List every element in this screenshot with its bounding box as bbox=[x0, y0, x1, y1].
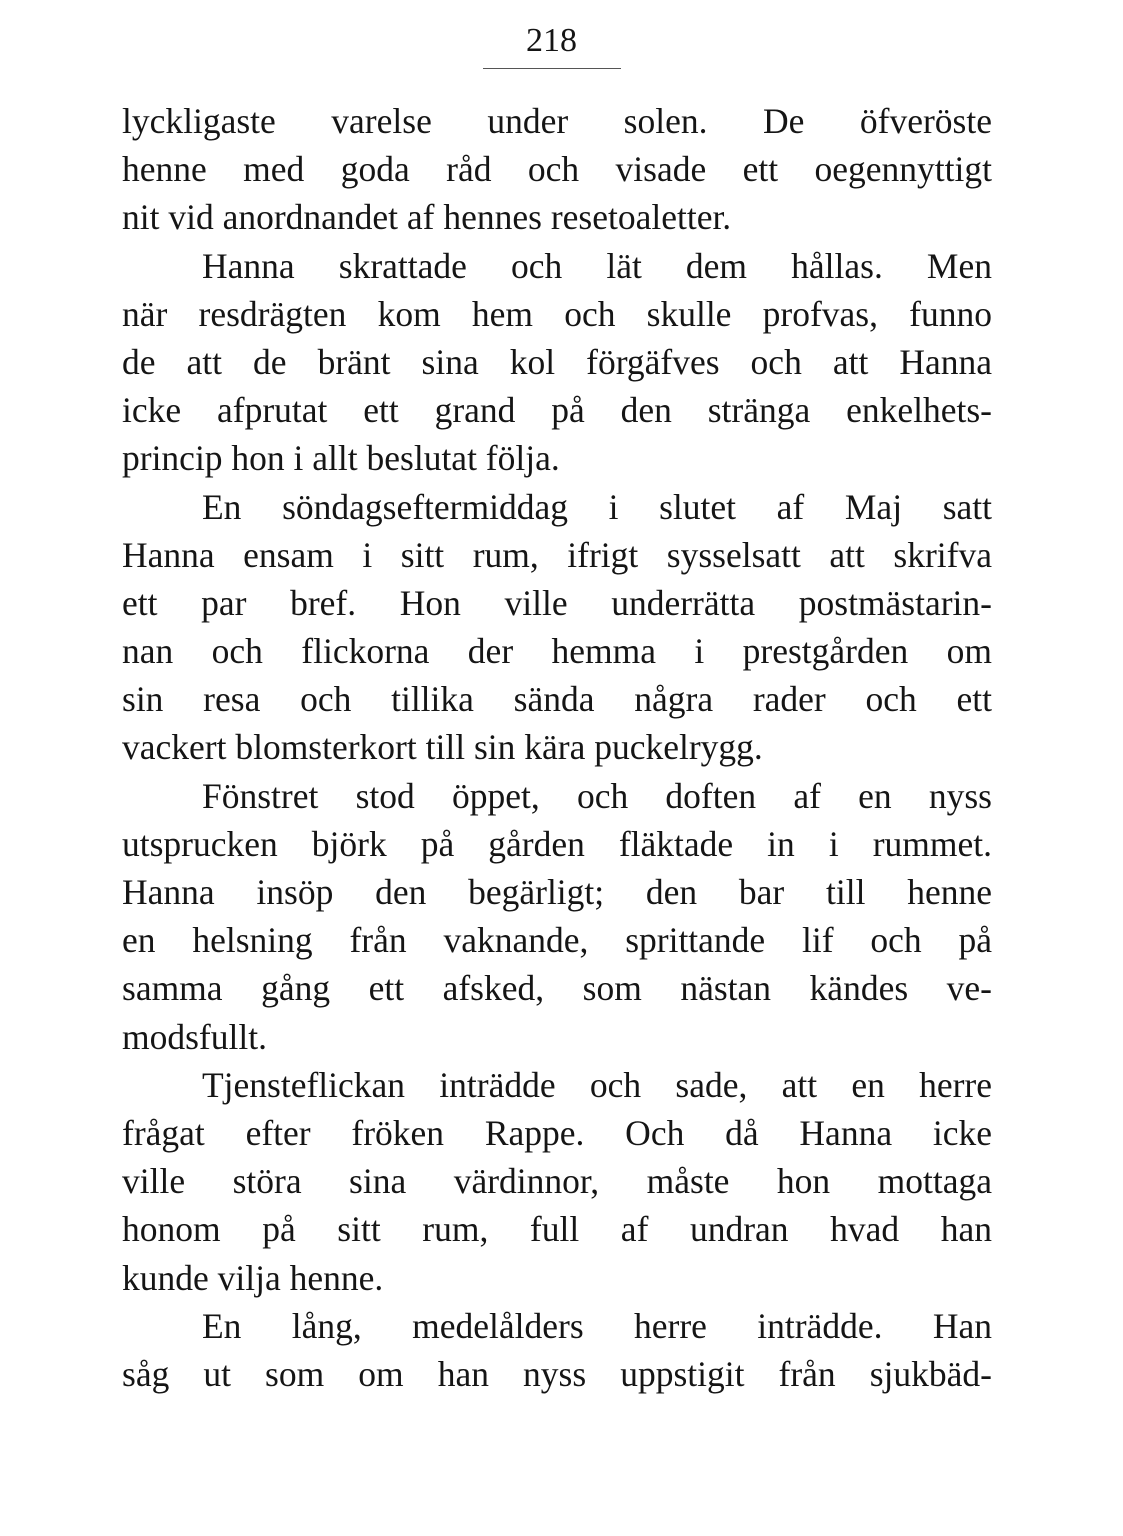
text-line: nit vid anordnandet af hennes resetoaletter. bbox=[122, 197, 732, 238]
page-number: 218 bbox=[526, 22, 577, 59]
text-line: utsprucken björk på gården fläktade in i rummet. bbox=[122, 823, 992, 864]
text-line: sin resa och tillika sända några rader och ett bbox=[122, 679, 992, 720]
text-line: kunde vilja henne. bbox=[122, 1257, 384, 1298]
text-line: En lång, medelålders herre inträdde. Han bbox=[202, 1305, 992, 1346]
text-line: ett par bref. Hon ville underrätta postmästarin- bbox=[122, 582, 992, 623]
text-line: Tjensteflickan inträdde och sade, att en herre bbox=[202, 1064, 992, 1105]
text-line: Hanna insöp den begärligt; den bar till henne bbox=[122, 872, 992, 912]
text-line: lyckligaste varelse under solen. De öfveröste bbox=[122, 101, 992, 141]
text-line: modsfullt. bbox=[122, 1016, 267, 1057]
header-rule bbox=[483, 68, 621, 69]
text-line: samma gång ett afsked, som nästan kändes ve- bbox=[122, 968, 992, 1009]
text-line: vackert blomsterkort till sin kära puckelrygg. bbox=[122, 727, 763, 768]
text-line: Hanna ensam i sitt rum, ifrigt sysselsatt att skrifva bbox=[122, 534, 992, 575]
text-line: när resdrägten kom hem och skulle profvas, funno bbox=[122, 293, 992, 334]
text-line: frågat efter fröken Rappe. Och då Hanna icke bbox=[122, 1112, 992, 1153]
text-line: En söndagseftermiddag i slutet af Maj satt bbox=[202, 486, 992, 527]
text-line: nan och flickorna der hemma i prestgården om bbox=[122, 631, 992, 672]
text-line: en helsning från vaknande, sprittande lif och på bbox=[122, 920, 992, 961]
text-line: henne med goda råd och visade ett oegennyttigt bbox=[122, 149, 992, 190]
text-line: princip hon i allt beslutat följa. bbox=[122, 438, 560, 479]
text-line: honom på sitt rum, full af undran hvad han bbox=[122, 1209, 992, 1250]
text-line: de att de bränt sina kol förgäfves och att Hanna bbox=[122, 341, 992, 382]
text-line: Hanna skrattade och lät dem hållas. Men bbox=[202, 245, 992, 286]
text-line: ville störa sina värdinnor, måste hon mottaga bbox=[122, 1161, 992, 1202]
text-line: Fönstret stod öppet, och doften af en nyss bbox=[202, 775, 992, 816]
text-line: såg ut som om han nyss uppstigit från sjukbäd- bbox=[122, 1353, 992, 1394]
body-text bbox=[122, 97, 992, 1398]
text-line: icke afprutat ett grand på den stränga enkelhets- bbox=[122, 390, 992, 431]
